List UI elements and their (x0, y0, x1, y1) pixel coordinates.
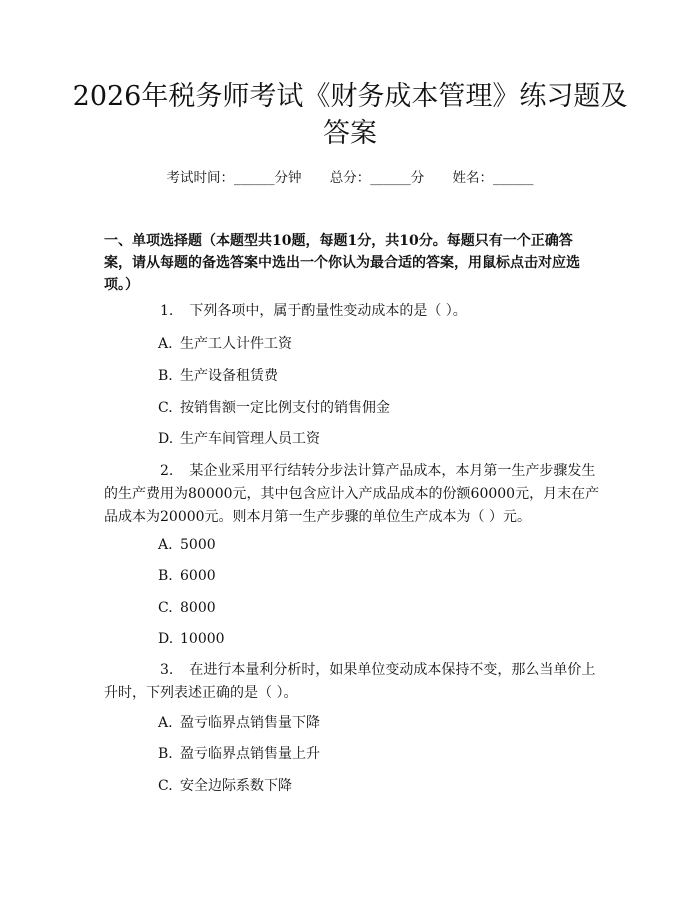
question-text: 某企业采用平行结转分步法计算产品成本，本月第一生产步骤发生的生产费用为80000元，其中包含应计入产成品成本的份额60000元，月末在产品成本为20000元。则本月第一生产步骤的单位生产成本为（ ）元。 (104, 463, 600, 525)
question-2-stem (104, 460, 604, 529)
option-letter: A. (158, 336, 173, 352)
option-text: 生产工人计件工资 (180, 336, 292, 352)
question-1-option-d[interactable] (158, 429, 320, 449)
question-1-option-b[interactable] (158, 366, 278, 386)
question-3-stem (104, 659, 604, 705)
option-text: 生产设备租赁费 (180, 368, 278, 384)
option-letter: C. (158, 600, 173, 616)
question-1-option-c[interactable] (158, 398, 390, 418)
option-letter: B. (158, 568, 173, 584)
option-text: 盈亏临界点销售量下降 (180, 715, 320, 731)
name-field: 姓名：______ (452, 170, 534, 186)
option-text: 10000 (180, 631, 225, 647)
option-text: 盈亏临界点销售量上升 (180, 746, 320, 762)
section-header: 一、单项选择题（本题型共10题，每题1分，共10分。每题只有一个正确答案，请从每题的备选答案中选出一个你认为最合适的答案，用鼠标点击对应选项。） (104, 233, 580, 293)
question-1-option-a[interactable] (158, 334, 292, 354)
option-text: 5000 (180, 537, 216, 553)
question-number: 2. (160, 463, 174, 479)
question-1-stem (104, 300, 604, 323)
question-2-option-c[interactable] (158, 598, 216, 618)
exam-time-field: 考试时间：______分钟 (166, 170, 302, 186)
exam-info-line (0, 168, 700, 188)
question-number: 1. (160, 303, 174, 319)
option-letter: D. (158, 431, 174, 447)
question-3-option-a[interactable] (158, 713, 320, 733)
question-number: 3. (160, 662, 174, 678)
document-title: 2026年税务师考试《财务成本管理》练习题及答案 (72, 81, 628, 149)
option-letter: B. (158, 368, 173, 384)
question-2-option-d[interactable] (158, 629, 225, 649)
option-letter: A. (158, 715, 173, 731)
option-text: 6000 (180, 568, 216, 584)
option-text: 8000 (180, 600, 216, 616)
option-letter: C. (158, 400, 173, 416)
option-text: 生产车间管理人员工资 (180, 431, 320, 447)
option-letter: D. (158, 631, 174, 647)
question-3-option-b[interactable] (158, 744, 320, 764)
question-text: 下列各项中，属于酌量性变动成本的是（ ）。 (189, 303, 467, 319)
question-3-option-c[interactable] (158, 776, 292, 796)
option-letter: C. (158, 778, 173, 794)
option-text: 安全边际系数下降 (180, 778, 292, 794)
question-text: 在进行本量利分析时，如果单位变动成本保持不变，那么当单价上升时，下列表述正确的是（ ）。 (104, 662, 596, 701)
option-letter: B. (158, 746, 173, 762)
question-2-option-a[interactable] (158, 535, 216, 555)
option-letter: A. (158, 537, 173, 553)
question-2-option-b[interactable] (158, 566, 216, 586)
option-text: 按销售额一定比例支付的销售佣金 (180, 400, 390, 416)
total-score-field: 总分：______分 (329, 170, 425, 186)
